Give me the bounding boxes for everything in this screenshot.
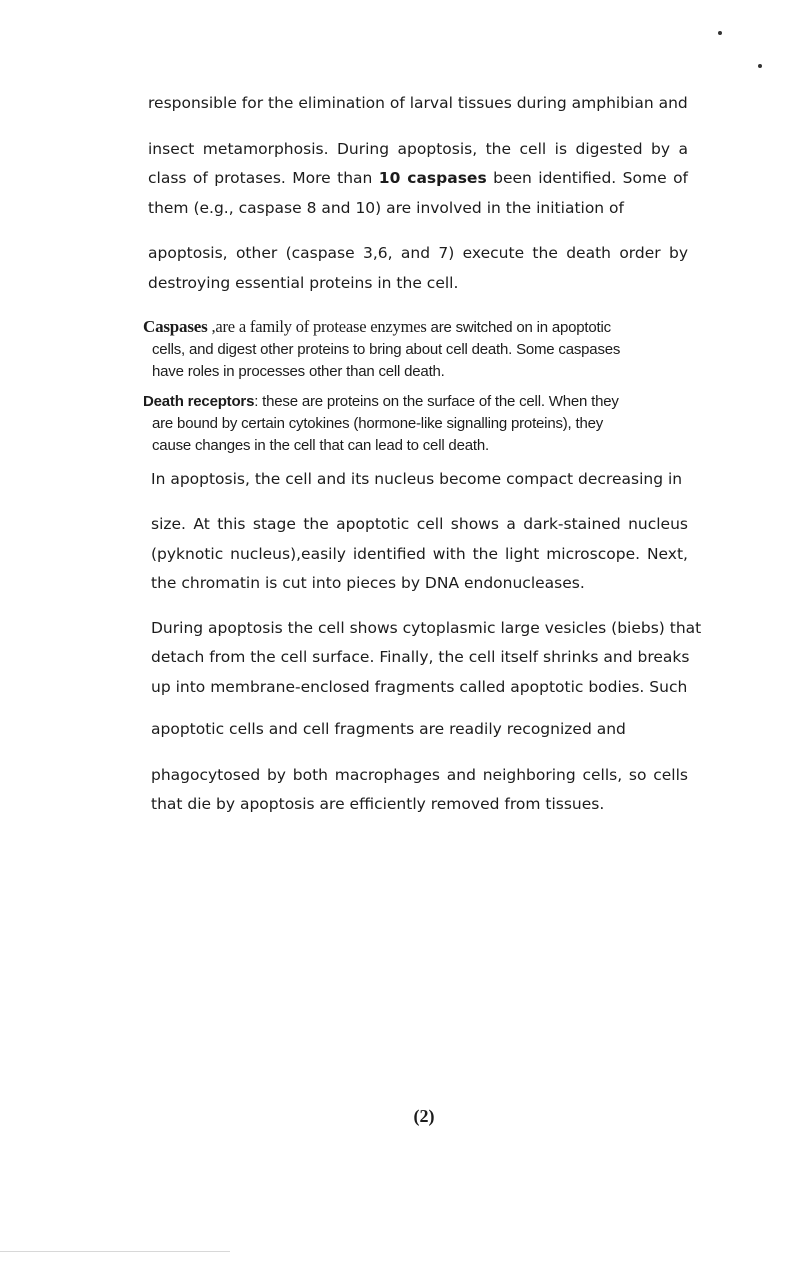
text-line: responsible for the elimination of larval tissues during amphibian and (148, 94, 688, 112)
definition-lead: ,are a family of protease enzymes (207, 317, 427, 336)
bold-phrase: 10 caspases (378, 169, 487, 187)
definition-term: Death receptors (143, 393, 255, 410)
scan-dot-top (718, 31, 722, 35)
text-line: them (e.g., caspase 8 and 10) are involved in the initiation of (148, 199, 624, 217)
scan-dot-right (758, 64, 762, 68)
page-number: (2) (413, 1106, 435, 1126)
text-line: size. At this stage the apoptotic cell shows a dark-stained nucleus (151, 515, 688, 533)
definition-term: Caspases (143, 317, 208, 336)
text-line: In apoptosis, the cell and its nucleus become compact decreasing in (151, 470, 683, 488)
text-line: detach from the cell surface. Finally, the cell itself shrinks and breaks (151, 648, 690, 666)
text-line: destroying essential proteins in the cell. (148, 274, 459, 292)
text-fragment: class of protases. More than (148, 169, 379, 187)
definition-text: : these are proteins on the surface of the cell. When they (254, 393, 619, 410)
text-line: insect metamorphosis. During apoptosis, the cell is digested by a (148, 140, 688, 158)
text-line: the chromatin is cut into pieces by DNA endonucleases. (151, 574, 585, 592)
scan-edge-line (0, 1251, 230, 1252)
definition-line: cause changes in the cell that can lead to cell death. (152, 437, 489, 454)
text-line: that die by apoptosis are efficiently removed from tissues. (151, 795, 605, 813)
text-line: apoptotic cells and cell fragments are readily recognized and (151, 720, 626, 738)
definition-line: are bound by certain cytokines (hormone-like signalling proteins), they (152, 415, 604, 432)
text-line: phagocytosed by both macrophages and neighboring cells, so cells (151, 766, 688, 784)
text-line: During apoptosis the cell shows cytoplasmic large vesicles (biebs) that (151, 619, 702, 637)
text-line: up into membrane-enclosed fragments called apoptotic bodies. Such (151, 678, 688, 696)
text-line (148, 168, 688, 188)
text-line: apoptosis, other (caspase 3,6, and 7) execute the death order by (148, 244, 688, 262)
text-line: (pyknotic nucleus),easily identified with the light microscope. Next, (151, 545, 688, 563)
definition-line (143, 317, 611, 337)
definition-line: cells, and digest other proteins to bring about cell death. Some caspases (152, 341, 621, 358)
definition-line (143, 392, 619, 411)
definition-text: are switched on in apoptotic (426, 319, 611, 336)
definition-line: have roles in processes other than cell death. (152, 363, 445, 380)
text-fragment: been identified. Some of (486, 169, 689, 187)
